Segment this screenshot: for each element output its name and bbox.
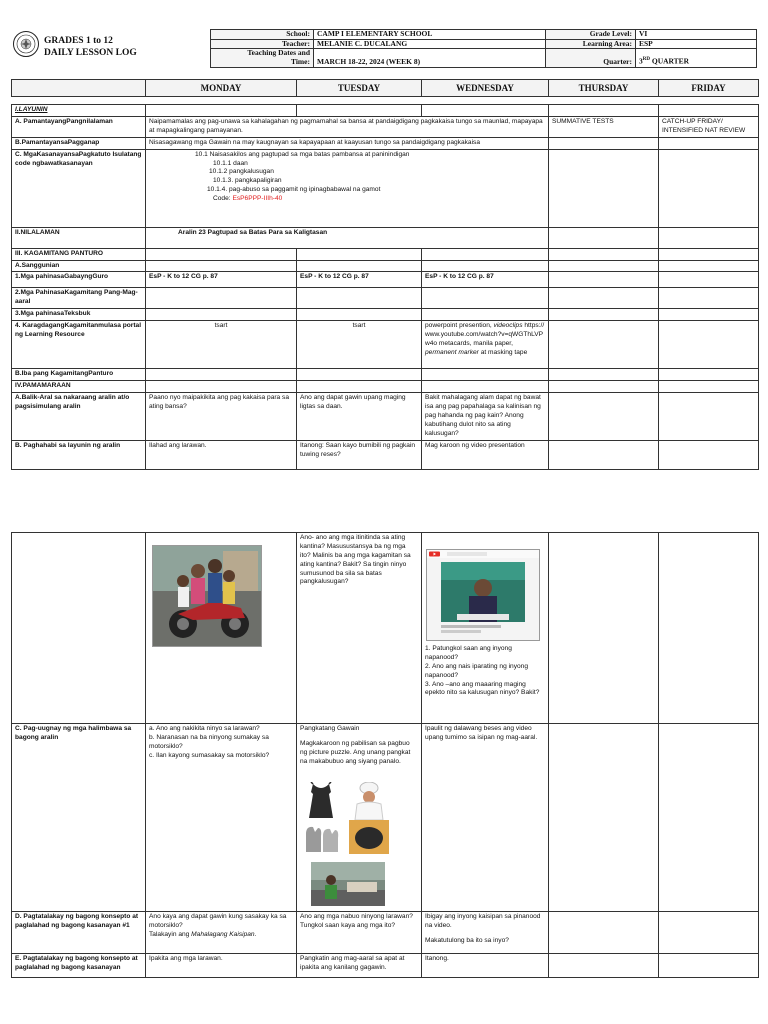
row-label-pagtatalakay-2: E. Pagtatalakay ng bagong konsepto at paglalahad ng bagong kasanayan xyxy=(12,954,146,978)
grade-label: Grade Level: xyxy=(546,30,636,40)
table-row xyxy=(12,117,759,138)
blank-cell xyxy=(659,912,759,954)
blank-cell xyxy=(146,288,297,309)
resource-text-italic: permanent marker xyxy=(425,348,479,356)
paghahabi-tuesday: Itanong: Saan kayo bumibili ng pagkain tuwing reses? xyxy=(297,440,422,469)
resource-text: at masking tape xyxy=(478,348,528,356)
video-questions xyxy=(425,645,545,698)
pagtatalakay-2-tuesday: Pangkatin ang mag-aaral sa apat at ipakita ang kanilang gagawin. xyxy=(297,954,422,978)
pagtatalakay-1-monday xyxy=(146,912,297,954)
code-value: EsP6PPP-IIIh-40 xyxy=(232,195,283,203)
blank-cell xyxy=(549,248,659,260)
question-item: b. Naranasan na ba ninyong sumakay sa motorsiklo? xyxy=(149,733,269,750)
blank-cell xyxy=(12,533,146,724)
resource-text: powerpoint presention, xyxy=(425,322,494,330)
pagganap-text: Nisasagawang mga Gawain na may kaugnayan sa kapayapaan at kaayusan tungo sa pandaigdigang pagkakaisa xyxy=(146,137,549,149)
grade-value: VI xyxy=(636,30,757,40)
row-label-learning-resource: 4. KaragdagangKagamitanmulasa portal ng Learning Resource xyxy=(12,321,146,369)
blank-cell xyxy=(297,248,422,260)
oven-mitts-image xyxy=(303,824,341,854)
table-row xyxy=(12,912,759,954)
day-monday: MONDAY xyxy=(146,80,297,97)
blank-cell xyxy=(549,137,659,149)
blank-cell xyxy=(146,248,297,260)
pagtatalakay-1-wednesday xyxy=(422,912,549,954)
deped-seal-icon xyxy=(13,31,39,57)
day-tuesday: TUESDAY xyxy=(297,80,422,97)
blank-cell xyxy=(659,724,759,912)
video-screenshot xyxy=(426,549,540,641)
row-label-gabay-guro: 1.Mga pahinasaGabayngGuro xyxy=(12,272,146,288)
table-row xyxy=(12,533,759,724)
blank-cell xyxy=(422,105,549,117)
table-row xyxy=(12,392,759,440)
blank-cell xyxy=(659,440,759,469)
balik-aral-tuesday: Ano ang dapat gawin upang maging ligtas sa daan. xyxy=(297,392,422,440)
lesson-log-table-page1 xyxy=(11,79,759,470)
blank-cell xyxy=(549,954,659,978)
blank-cell xyxy=(549,105,659,117)
row-label-paghahabi: B. Paghahabi sa layunin ng aralin xyxy=(12,440,146,469)
blank-cell xyxy=(297,309,422,321)
blank-cell xyxy=(422,381,549,393)
blank-cell xyxy=(549,392,659,440)
blank-cell xyxy=(659,533,759,724)
pag-uugnay-monday xyxy=(146,724,297,912)
table-row xyxy=(12,149,759,227)
group-activity-text: Magkakaroon ng pabilisan sa pagbuo ng picture puzzle. Ang unang pangkat na makabubuo ang siyang panalo. xyxy=(300,739,411,765)
section-kagamitan: III. KAGAMITANG PANTURO xyxy=(12,248,146,260)
paghahabi-monday: Ilahad ang larawan. xyxy=(146,440,297,469)
blank-cell xyxy=(659,288,759,309)
quarter-superscript: RD xyxy=(642,57,650,63)
gabay-guro-monday: EsP - K to 12 CG p. 87 xyxy=(146,272,297,288)
area-label: Learning Area: xyxy=(546,39,636,49)
blank-cell xyxy=(549,227,659,248)
paghahabi-wednesday: Mag karoon ng video presentation xyxy=(422,440,549,469)
lesson-log-table-page2 xyxy=(11,532,759,978)
area-value: ESP xyxy=(636,39,757,49)
video-question: 1. Patungkol saan ang inyong napanood? xyxy=(425,645,512,661)
group-activity-title: Pangkatang Gawain xyxy=(300,725,360,732)
row-label-balik-aral: A.Balik-Aral sa nakaraang aralin at/o pagsisimulang aralin xyxy=(12,392,146,440)
nilalaman-text: Aralin 23 Pagtupad sa Batas Para sa Kaligtasan xyxy=(146,227,549,248)
blank-cell xyxy=(549,912,659,954)
video-question: 3. Ano –ano ang maaaring maging epekto nito sa kalusugan ninyo? Bakit? xyxy=(425,680,540,697)
kasanayan-item: 10.1.1 daan xyxy=(213,159,248,167)
balik-aral-monday: Paano nyo maipakikita ang pag kakaisa para sa ating bansa? xyxy=(146,392,297,440)
blank-cell xyxy=(659,321,759,369)
row-label-pamantayang-pangnilalaman: A. PamantayangPangnilalaman xyxy=(12,117,146,138)
blank-cell xyxy=(146,369,297,381)
blank-cell xyxy=(422,309,549,321)
row-label-pagtatalakay-1: D. Pagtatalakay ng bagong konsepto at paglalahad ng bagong kasanayan #1 xyxy=(12,912,146,954)
row-label-iba-pang-kagamitan: B.Iba pang KagamitangPanturo xyxy=(12,369,146,381)
table-row xyxy=(12,321,759,369)
video-cell xyxy=(422,533,549,724)
blank-cell xyxy=(549,149,659,227)
table-row xyxy=(12,724,759,912)
teacher-label: Teacher: xyxy=(211,39,314,49)
apron-image xyxy=(303,782,339,820)
pagtatalakay-2-wednesday: Itanong. xyxy=(422,954,549,978)
blank-cell xyxy=(549,288,659,309)
tuesday-canteen-questions: Ano- ano ang mga itinitinda sa ating kantina? Masusustansya ba ng mga ito? Malinis ba ang mga kagamitan sa ating kantina? Bakit? Sa tingin ninyo sumusunod ba sila sa batas pangkalusugan? xyxy=(297,533,422,724)
table-row xyxy=(12,248,759,260)
motorcycle-family-photo xyxy=(152,545,262,647)
section-layunin: I.LAYUNIN xyxy=(12,105,146,117)
blank-cell xyxy=(422,260,549,272)
pag-uugnay-tuesday xyxy=(297,724,422,912)
dates-label-line-1: Teaching Dates and xyxy=(247,48,310,58)
discussion-text-italic: Mahalagang Kaisipan. xyxy=(191,930,257,938)
blank-cell xyxy=(659,309,759,321)
table-row xyxy=(12,369,759,381)
blank-cell xyxy=(297,381,422,393)
discussion-text: Ano kaya ang dapat gawin kung sasakay ka sa motorsiklo? xyxy=(149,913,287,929)
discussion-text xyxy=(149,931,293,940)
blank-cell xyxy=(146,381,297,393)
dates-label-line-2: Time: xyxy=(290,56,310,66)
blank-cell xyxy=(659,137,759,149)
pangnilalaman-text: Naipamamalas ang pag-unawa sa kahalagahan ng pagmamahal sa bansa at pandaigdigang pagkakaisa tungo sa maunlad, mapayapa at mapagkalingang pamayanan. xyxy=(146,117,549,138)
chef-image xyxy=(349,782,389,820)
row-label-sanggunian: A.Sanggunian xyxy=(12,260,146,272)
question-item: c. Ilan kayong sumasakay sa motorsiklo? xyxy=(149,751,270,759)
blank-cell xyxy=(659,954,759,978)
row-label-kagamitang-mag-aaral: 2.Mga PahinasaKagamitang Pang-Mag-aaral xyxy=(12,288,146,309)
header-info-table xyxy=(210,29,757,68)
day-wednesday: WEDNESDAY xyxy=(422,80,549,97)
spacer-cell xyxy=(12,97,759,105)
gabay-guro-tuesday: EsP - K to 12 CG p. 87 xyxy=(297,272,422,288)
blank-cell xyxy=(297,105,422,117)
blank-cell xyxy=(297,288,422,309)
blank-cell xyxy=(422,369,549,381)
title-line-1: GRADES 1 to 12 xyxy=(44,36,113,46)
kasanayan-item: 10.1.3. pangkapaligiran xyxy=(213,177,282,185)
table-row xyxy=(12,227,759,248)
dll-title xyxy=(44,35,137,59)
blank-cell xyxy=(659,381,759,393)
friday-catchup: CATCH-UP FRIDAY/ INTENSIFIED NAT REVIEW xyxy=(659,117,759,138)
blank-cell xyxy=(297,260,422,272)
blank-cell xyxy=(549,724,659,912)
kasanayan-item: 10.1 Naisasakilos ang pagtupad sa mga batas pambansa at paninindigan xyxy=(195,150,410,158)
discussion-text-part: Talakayin ang xyxy=(149,930,192,938)
pagtatalakay-2-monday: Ipakita ang mga larawan. xyxy=(146,954,297,978)
title-line-2: DAILY LESSON LOG xyxy=(44,48,137,58)
school-value: CAMP I ELEMENTARY SCHOOL xyxy=(314,30,546,40)
blank-cell xyxy=(659,392,759,440)
quarter-number: 3 xyxy=(639,56,643,66)
table-row xyxy=(12,272,759,288)
row-label-pag-uugnay: C. Pag-uugnay ng mga halimbawa sa bagong aralin xyxy=(12,724,146,912)
video-question: 2. Ano ang nais iparating ng inyong napanood? xyxy=(425,662,529,679)
dates-value: MARCH 18-22, 2024 (WEEK 8) xyxy=(314,49,546,67)
spacer-row xyxy=(12,97,759,105)
blank-cell xyxy=(549,440,659,469)
school-label: School: xyxy=(211,30,314,40)
day-thursday: THURSDAY xyxy=(549,80,659,97)
gabay-guro-wednesday: EsP - K to 12 CG p. 87 xyxy=(422,272,549,288)
blank-cell xyxy=(549,533,659,724)
blank-cell xyxy=(659,149,759,227)
row-label-nilalaman: II.NILALAMAN xyxy=(12,227,146,248)
motorcycle-photo-cell xyxy=(146,533,297,724)
day-friday: FRIDAY xyxy=(659,80,759,97)
kasanayan-list xyxy=(146,149,549,227)
learning-resource-wednesday xyxy=(422,321,549,369)
blank-cell xyxy=(659,260,759,272)
table-row xyxy=(12,260,759,272)
blank-cell xyxy=(146,309,297,321)
balik-aral-wednesday: Bakit mahalagang alam dapat ng bawat isa ang pag papahalaga sa kalinisan ng pag hahanda ng pag kain? Anong kabutihang dulot nito sa ating kalusugan? xyxy=(422,392,549,440)
kasanayan-item: 10.1.4. pag-abuso sa paggamit ng ipinagbabawal na gamot xyxy=(207,186,381,194)
table-row xyxy=(12,137,759,149)
blank-cell xyxy=(146,260,297,272)
code-label: Code: xyxy=(213,195,231,203)
blank-cell xyxy=(422,248,549,260)
blank-cell xyxy=(146,105,297,117)
pagtatalakay-1-tuesday: Ano ang mga nabuo ninyong larawan? Tungkol saan kaya ang mga ito? xyxy=(297,912,422,954)
table-row xyxy=(12,309,759,321)
blank-cell xyxy=(659,272,759,288)
quarter-label: Quarter: xyxy=(546,49,636,67)
blank-cell xyxy=(659,248,759,260)
table-row xyxy=(12,440,759,469)
row-label-teksbuk: 3.Mga pahinasaTeksbuk xyxy=(12,309,146,321)
thursday-summative: SUMMATIVE TESTS xyxy=(549,117,659,138)
learning-resource-tuesday: tsart xyxy=(297,321,422,369)
blank-cell xyxy=(549,309,659,321)
section-pamamaraan: IV.PAMAMARAAN xyxy=(12,381,146,393)
blank-cell xyxy=(549,260,659,272)
table-row xyxy=(12,954,759,978)
resource-text-italic: videoclips xyxy=(493,322,523,330)
blank-cell xyxy=(549,321,659,369)
quarter-value xyxy=(636,49,757,67)
blank-cell xyxy=(659,227,759,248)
table-row xyxy=(12,288,759,309)
day-header-blank xyxy=(12,80,146,97)
blank-cell xyxy=(549,381,659,393)
kasanayan-code xyxy=(149,195,545,204)
canteen-photo xyxy=(311,862,385,906)
blank-cell xyxy=(549,369,659,381)
blank-cell xyxy=(659,369,759,381)
quarter-suffix: QUARTER xyxy=(649,56,690,66)
day-header-row xyxy=(12,80,759,97)
table-row xyxy=(12,105,759,117)
dates-label xyxy=(211,49,314,67)
table-row xyxy=(12,381,759,393)
blank-cell xyxy=(422,288,549,309)
blank-cell xyxy=(549,272,659,288)
learning-resource-monday: tsart xyxy=(146,321,297,369)
row-label-pamantayan-pagganap: B.PamantayansaPagganap xyxy=(12,137,146,149)
resource-link-text: https://www.youtube.com/watch?v=qWGThLVPw4o metacards, manila paper, xyxy=(425,322,545,347)
discussion-text: Makatutulong ba ito sa inyo? xyxy=(425,936,509,944)
question-item: a. Ano ang nakikita ninyo sa larawan? xyxy=(149,725,260,732)
row-label-kasanayan: C. MgaKasanayansaPagkatuto Isulatang code ngbawatkasanayan xyxy=(12,149,146,227)
blank-cell xyxy=(297,369,422,381)
discussion-text: Ibigay ang inyong kaisipan sa pinanood na video. xyxy=(425,913,541,929)
teacher-value: MELANIE C. DUCALANG xyxy=(314,39,546,49)
pag-uugnay-wednesday: Ipaulit ng dalawang beses ang video upang tumimo sa isipan ng mag-aaral. xyxy=(422,724,549,912)
blank-cell xyxy=(659,105,759,117)
hairnet-image xyxy=(349,820,389,854)
kasanayan-item: 10.1.2 pangkalusugan xyxy=(209,168,274,176)
